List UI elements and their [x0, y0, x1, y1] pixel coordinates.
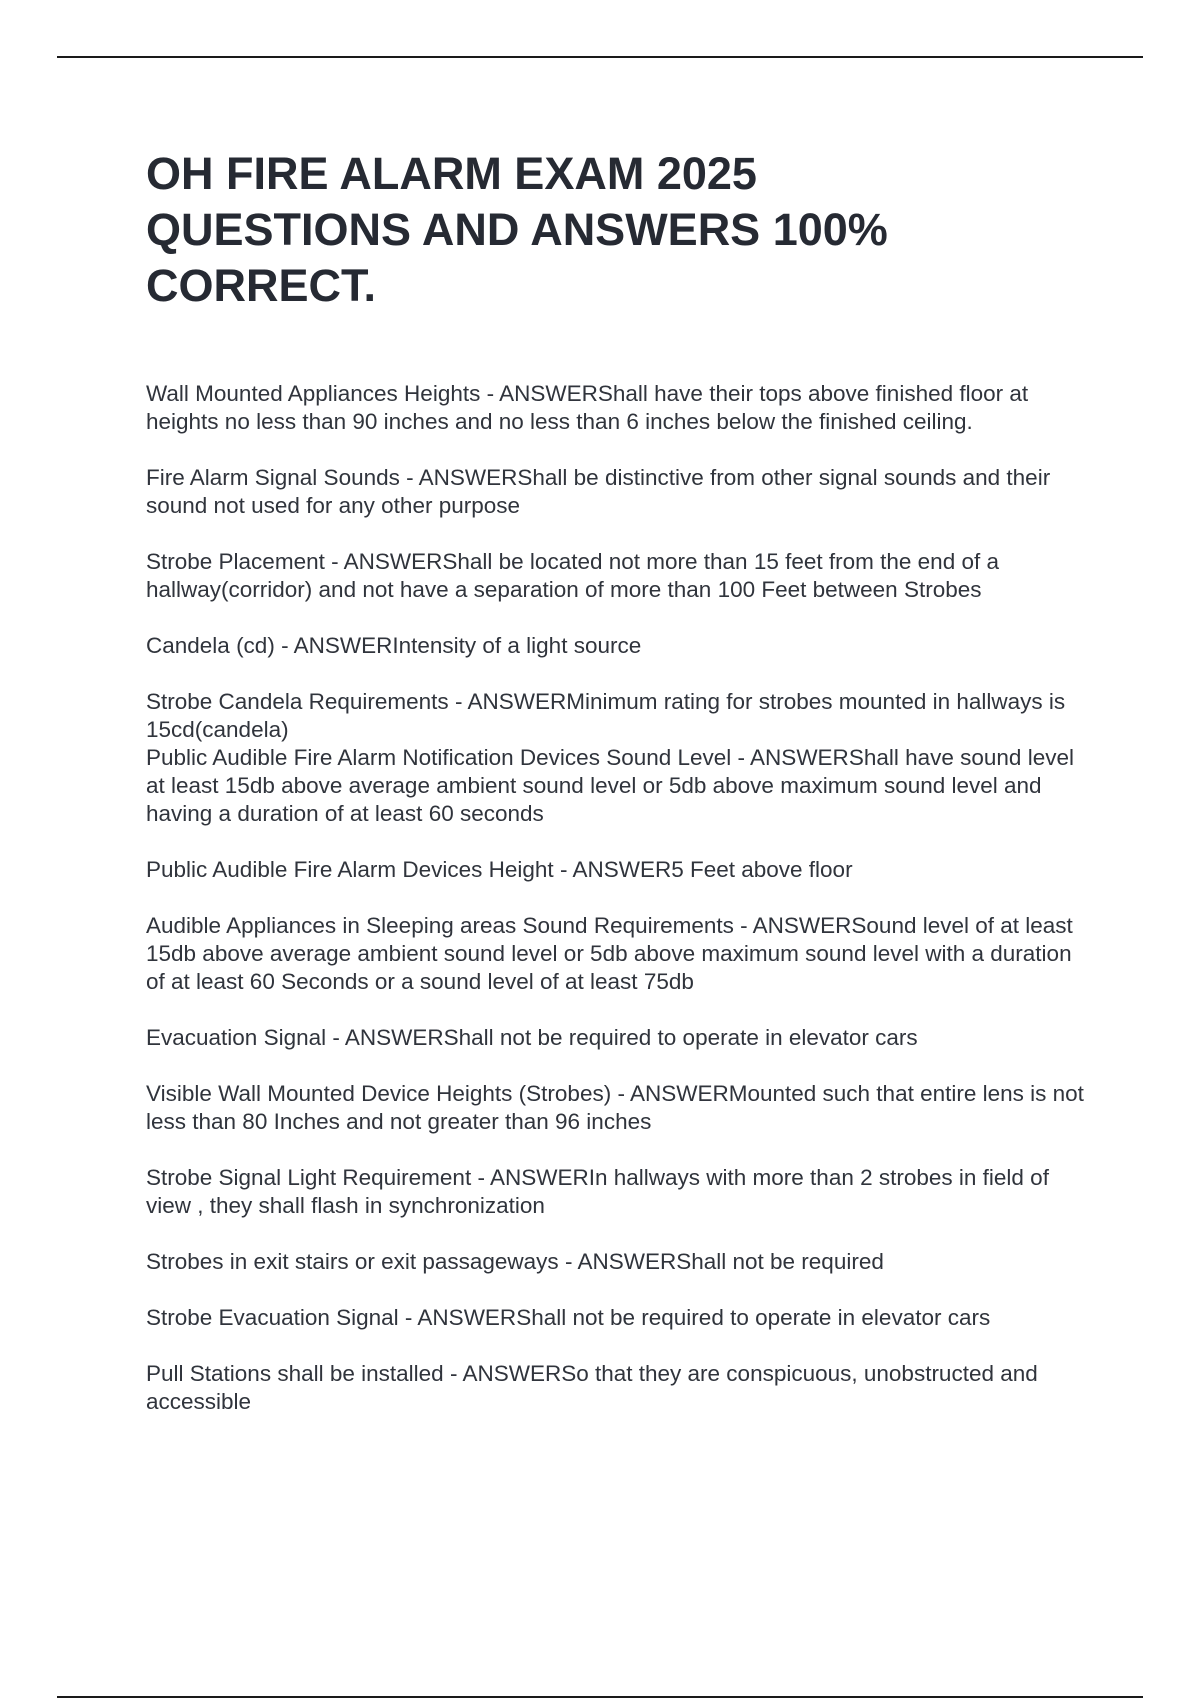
top-rule	[57, 56, 1143, 58]
qa-question: Audible Appliances in Sleeping areas Sound Requirements	[146, 913, 734, 938]
qa-item	[146, 548, 1096, 604]
document-content	[146, 146, 1096, 1444]
qa-separator: - ANSWER	[443, 1361, 562, 1386]
qa-question: Visible Wall Mounted Device Heights (Strobes)	[146, 1081, 612, 1106]
qa-question: Wall Mounted Appliances Heights	[146, 381, 481, 406]
qa-question: Fire Alarm Signal Sounds	[146, 465, 400, 490]
qa-answer: So that they are conspicuous, unobstructed and accessible	[146, 1361, 1038, 1414]
qa-answer: Intensity of a light source	[392, 633, 642, 658]
qa-separator: - ANSWER	[553, 857, 672, 882]
qa-question: Strobe Candela Requirements	[146, 689, 449, 714]
qa-list	[146, 380, 1096, 1416]
qa-question: Pull Stations shall be installed	[146, 1361, 444, 1386]
qa-answer: Mounted such that entire lens is not less than 80 Inches and not greater than 96 inches	[146, 1081, 1084, 1134]
qa-separator: - ANSWER	[480, 381, 598, 406]
qa-item	[146, 1024, 1096, 1052]
qa-separator: - ANSWER	[731, 745, 849, 770]
qa-answer: Shall not be required to operate in elevator cars	[443, 1025, 918, 1050]
qa-item	[146, 856, 1096, 884]
qa-item	[146, 1248, 1096, 1276]
qa-answer: Shall have their tops above finished floor at heights no less than 90 inches and no less than 6 inches below the finished ceiling.	[146, 381, 1029, 434]
qa-separator: - ANSWER	[274, 633, 393, 658]
bottom-rule	[57, 1696, 1143, 1698]
document-title	[146, 146, 1096, 314]
qa-item	[146, 1304, 1096, 1332]
qa-question: Public Audible Fire Alarm Notification Devices Sound Level	[146, 745, 732, 770]
qa-item	[146, 632, 1096, 660]
qa-item	[146, 1360, 1096, 1416]
qa-separator: - ANSWER	[558, 1249, 677, 1274]
qa-item	[146, 1164, 1096, 1220]
qa-question: Evacuation Signal	[146, 1025, 327, 1050]
qa-question: Strobe Evacuation Signal	[146, 1305, 399, 1330]
qa-separator: - ANSWER	[471, 1165, 589, 1190]
qa-separator: - ANSWER	[733, 913, 852, 938]
qa-answer: Shall not be required	[676, 1249, 884, 1274]
qa-item	[146, 1080, 1096, 1136]
qa-answer: Shall have sound level at least 15db above average ambient sound level or 5db above maximum sound level and having a duration of at least 60 seconds	[146, 745, 1074, 826]
qa-question: Strobe Placement	[146, 549, 325, 574]
qa-separator: - ANSWER	[324, 549, 443, 574]
qa-answer: Sound level of at least 15db above average ambient sound level or 5db above maximum sound level with a duration of at least 60 Seconds or a sound level of at least 75db	[146, 913, 1073, 994]
qa-answer: Shall be distinctive from other signal sounds and their sound not used for any other purpose	[146, 465, 1051, 518]
qa-question: Strobes in exit stairs or exit passageways	[146, 1249, 559, 1274]
qa-item	[146, 912, 1096, 996]
qa-question: Candela (cd)	[146, 633, 275, 658]
qa-separator: - ANSWER	[399, 465, 518, 490]
qa-answer: Shall be located not more than 15 feet from the end of a hallway(corridor) and not have a separation of more than 100 Feet between Strobes	[146, 549, 999, 602]
qa-item	[146, 744, 1096, 828]
qa-answer: Shall not be required to operate in elevator cars	[516, 1305, 991, 1330]
qa-question: Public Audible Fire Alarm Devices Height	[146, 857, 554, 882]
qa-separator: - ANSWER	[611, 1081, 729, 1106]
title-line-2: QUESTIONS AND ANSWERS 100%	[146, 204, 888, 255]
qa-separator: - ANSWER	[326, 1025, 444, 1050]
qa-item	[146, 464, 1096, 520]
qa-separator: - ANSWER	[448, 689, 567, 714]
title-line-3: CORRECT.	[146, 260, 377, 311]
qa-item	[146, 380, 1096, 436]
qa-answer: 5 Feet above floor	[671, 857, 853, 882]
qa-separator: - ANSWER	[398, 1305, 517, 1330]
qa-answer: In hallways with more than 2 strobes in field of view , they shall flash in synchronization	[146, 1165, 1049, 1218]
title-line-1: OH FIRE ALARM EXAM 2025	[146, 148, 757, 199]
qa-answer: Minimum rating for strobes mounted in hallways is 15cd(candela)	[146, 689, 1066, 742]
qa-question: Strobe Signal Light Requirement	[146, 1165, 472, 1190]
qa-item	[146, 688, 1096, 744]
